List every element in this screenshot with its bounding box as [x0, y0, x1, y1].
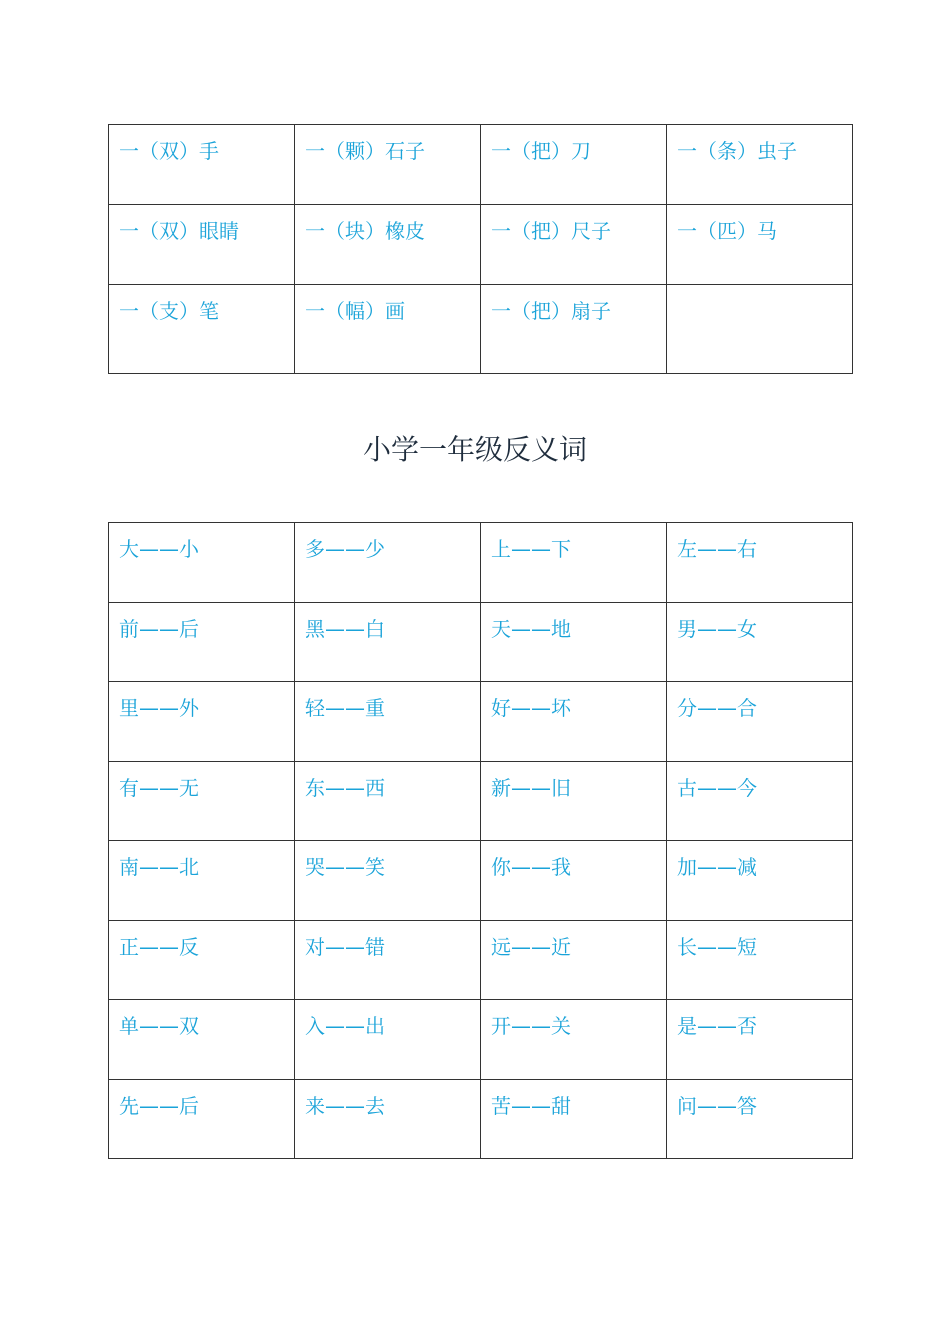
table-row — [109, 1000, 853, 1080]
table-row — [109, 682, 853, 762]
table-cell: 前——后 — [109, 602, 295, 682]
table-cell: 一（匹）马 — [667, 205, 853, 285]
antonyms-title: 小学一年级反义词 — [362, 433, 587, 466]
table-cell: 一（把）刀 — [481, 125, 667, 205]
table-cell: 远——近 — [481, 920, 667, 1000]
table-cell: 一（支）笔 — [109, 285, 295, 374]
table-cell: 加——减 — [667, 841, 853, 921]
table-cell: 一（颗）石子 — [295, 125, 481, 205]
table-cell: 苦——甜 — [481, 1079, 667, 1159]
antonym-table — [108, 522, 853, 1159]
table-row — [109, 841, 853, 921]
table-cell: 黑——白 — [295, 602, 481, 682]
table-row — [109, 205, 853, 285]
table-cell: 先——后 — [109, 1079, 295, 1159]
table-cell: 大——小 — [109, 523, 295, 603]
table-cell: 哭——笑 — [295, 841, 481, 921]
empty-cell — [667, 285, 853, 374]
table-cell: 多——少 — [295, 523, 481, 603]
table-cell: 古——今 — [667, 761, 853, 841]
table-cell: 天——地 — [481, 602, 667, 682]
table-cell: 有——无 — [109, 761, 295, 841]
table-row — [109, 1079, 853, 1159]
table-cell: 对——错 — [295, 920, 481, 1000]
table-cell: 分——合 — [667, 682, 853, 762]
table-cell: 正——反 — [109, 920, 295, 1000]
table-cell: 一（把）扇子 — [481, 285, 667, 374]
table-cell: 来——去 — [295, 1079, 481, 1159]
table-cell: 一（条）虫子 — [667, 125, 853, 205]
table-cell: 是——否 — [667, 1000, 853, 1080]
table-cell: 男——女 — [667, 602, 853, 682]
table-row — [109, 285, 853, 374]
table-cell: 轻——重 — [295, 682, 481, 762]
table-cell: 问——答 — [667, 1079, 853, 1159]
table-cell: 南——北 — [109, 841, 295, 921]
table-row — [109, 761, 853, 841]
table-cell: 开——关 — [481, 1000, 667, 1080]
table-cell: 东——西 — [295, 761, 481, 841]
table-cell: 一（双）眼睛 — [109, 205, 295, 285]
table-row — [109, 602, 853, 682]
table-cell: 一（块）橡皮 — [295, 205, 481, 285]
table-cell: 你——我 — [481, 841, 667, 921]
table-cell: 好——坏 — [481, 682, 667, 762]
table-cell: 里——外 — [109, 682, 295, 762]
table-cell: 单——双 — [109, 1000, 295, 1080]
table-cell: 一（双）手 — [109, 125, 295, 205]
table-cell: 入——出 — [295, 1000, 481, 1080]
measure-word-table — [108, 124, 853, 374]
table-row — [109, 523, 853, 603]
table-cell: 长——短 — [667, 920, 853, 1000]
table-cell: 左——右 — [667, 523, 853, 603]
table-cell: 一（把）尺子 — [481, 205, 667, 285]
table-cell: 新——旧 — [481, 761, 667, 841]
table-cell: 上——下 — [481, 523, 667, 603]
table-row — [109, 125, 853, 205]
table-cell: 一（幅）画 — [295, 285, 481, 374]
table-row — [109, 920, 853, 1000]
